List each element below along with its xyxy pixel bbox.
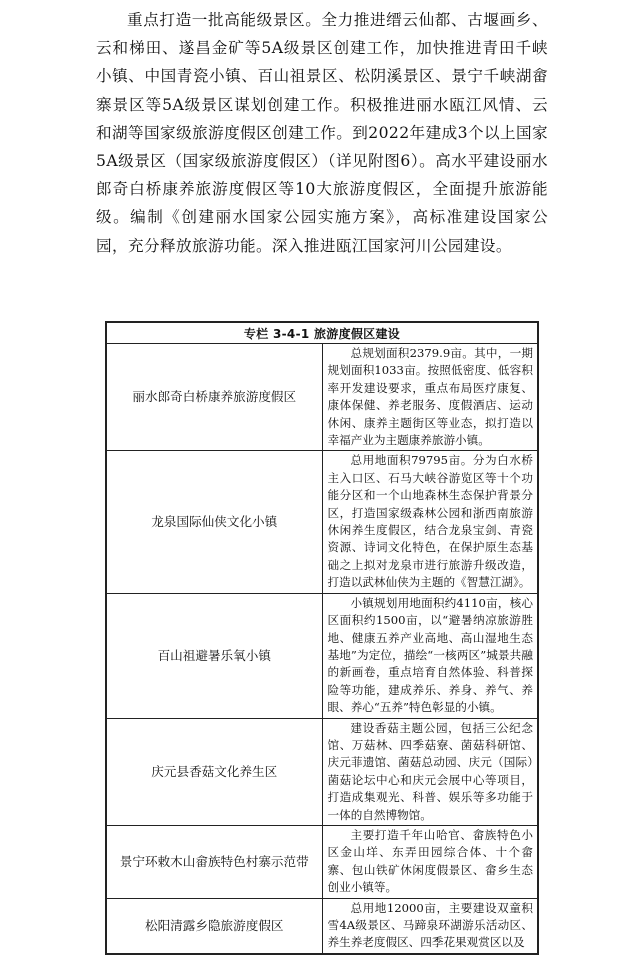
table-caption: 专栏 3-4-1 旅游度假区建设 [107, 323, 538, 344]
scenic-table-grid [106, 322, 538, 954]
row-name: 龙泉国际仙侠文化小镇 [107, 451, 323, 593]
table-row [107, 898, 538, 953]
row-name: 景宁环敕木山畲族特色村寨示范带 [107, 825, 323, 898]
row-description: 总用地12000亩，主要建设双童积雪4A级景区、马蹄泉环湖游乐活动区、养生养老度假区、四季花果观赏区以及 [322, 898, 538, 953]
row-name: 百山祖避暑乐氧小镇 [107, 593, 323, 718]
row-description: 主要打造千年山哈官、畲族特色小区金山垟、东弄田园综合体、十个畲寨、包山铁矿休闲度假景区、畲乡生态创业小镇等。 [322, 825, 538, 898]
row-name: 庆元县香菇文化养生区 [107, 718, 323, 825]
row-name: 松阳清露乡隐旅游度假区 [107, 898, 323, 953]
table-row [107, 344, 538, 451]
row-name: 丽水郎奇白桥康养旅游度假区 [107, 344, 323, 451]
table-row [107, 718, 538, 825]
table-row [107, 451, 538, 593]
row-description: 建设香菇主题公园，包括三公纪念馆、万菇林、四季菇寮、菌菇科研馆、庆元菲遗馆、菌菇总动园、庆元（国际）菌菇论坛中心和庆元会展中心等项目，打造成集观光、科普、娱乐等多功能于一体的自然博物馆。 [322, 718, 538, 825]
table-caption-row [107, 323, 538, 344]
row-description: 总用地面积79795亩。分为白水桥主入口区、石马大峡谷游览区等十个功能分区和一个山地森林生态保护背景分区，打造国家级森林公园和浙西南旅游休闲养生度假区，结合龙泉宝剑、青瓷资源、诗词文化特色，在保护原生态基础之上拟对龙泉市进行旅游升级改造，打造以武林仙侠为主题的《智慧江湖》。 [322, 451, 538, 593]
scenic-area-table [105, 321, 539, 955]
table-row [107, 593, 538, 718]
row-description: 总规划面积2379.9亩。其中，一期规划面积1033亩。按照低密度、低容积率开发建设要求，重点布局医疗康复、康体保健、养老服务、度假酒店、运动休闲、康养主题街区等业态，拟打造以幸福产业为主题康养旅游小镇。 [322, 344, 538, 451]
table-row [107, 825, 538, 898]
row-description: 小镇规划用地面积约4110亩，核心区面积约1500亩，以“避暑纳凉旅游胜地、健康五养产业高地、高山湿地生态基地”为定位，描绘“一核两区”城景共融的新画卷，重点培育自然体验、科普探险等功能，建成养乐、养身、养气、养眼、养心“五养”特色彰显的小镇。 [322, 593, 538, 718]
body-paragraph: 重点打造一批高能级景区。全力推进缙云仙都、古堰画乡、云和梯田、遂昌金矿等5A级景区创建工作，加快推进青田千峡小镇、中国青瓷小镇、百山祖景区、松阴溪景区、景宁千峡湖畲寨景区等5A级景区谋划创建工作。积极推进丽水瓯江风情、云和湖等国家级旅游度假区创建工作。到2022年建成3个以上国家5A级景区（国家级旅游度假区）（详见附图6）。高水平建设丽水郎奇白桥康养旅游度假区等10大旅游度假区，全面提升旅游能级。编制《创建丽水国家公园实施方案》，高标准建设国家公园，充分释放旅游功能。深入推进瓯江国家河川公园建设。 [96, 11, 548, 255]
